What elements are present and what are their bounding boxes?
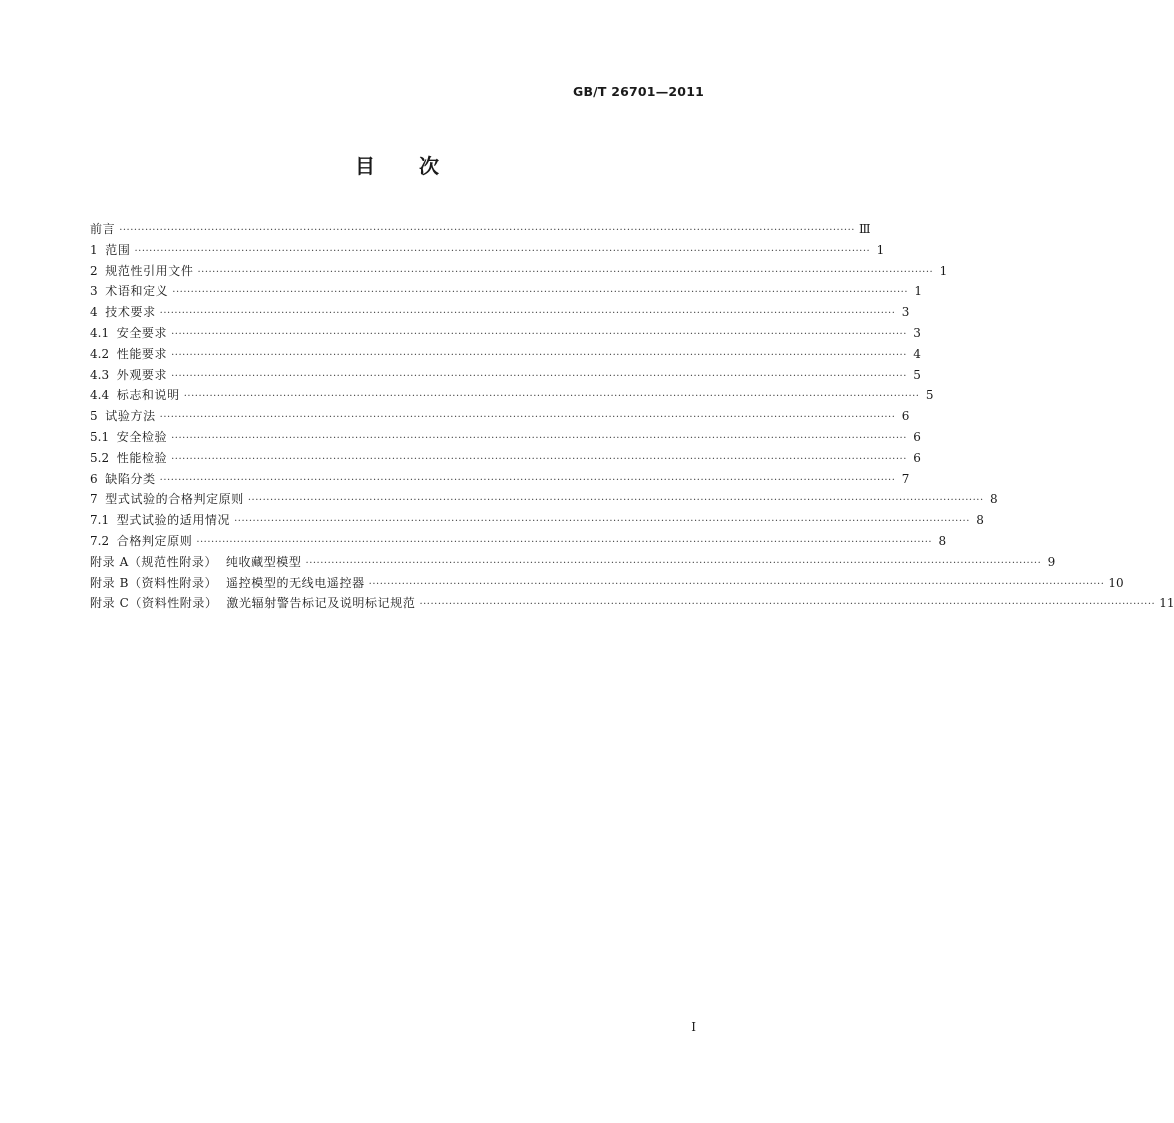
toc-entry-label: 试验方法 xyxy=(105,409,156,424)
toc-entry[interactable] xyxy=(90,219,871,240)
toc-entry-label: 技术要求 xyxy=(105,305,156,320)
toc-entry-page: 5 xyxy=(925,388,934,403)
toc-entry-label: 术语和定义 xyxy=(105,284,169,299)
toc-entry-number: 6 xyxy=(90,471,106,486)
toc-entry-page: 3 xyxy=(913,325,921,340)
toc-entry[interactable] xyxy=(90,448,921,469)
table-of-contents xyxy=(90,219,1174,614)
toc-leader-dots: ········································································································································································································ xyxy=(247,495,984,507)
toc-title-right: 次 xyxy=(419,154,439,178)
toc-entry-number: 3 xyxy=(90,284,106,299)
toc-entry-label: 性能检验 xyxy=(116,450,168,465)
toc-entry[interactable] xyxy=(90,344,921,365)
toc-leader-dots: ········································································································································································································ xyxy=(171,328,907,340)
toc-entry[interactable] xyxy=(90,593,1174,614)
toc-entry-page: 6 xyxy=(913,450,921,465)
toc-entry-page: 1 xyxy=(876,242,885,257)
toc-entry-label: 附录 C（资料性附录） 激光辐射警告标记及说明标记规范 xyxy=(90,596,416,611)
toc-entry[interactable] xyxy=(90,510,984,531)
toc-entry[interactable] xyxy=(90,531,947,552)
toc-entry-label: 合格判定原则 xyxy=(116,533,193,548)
toc-entry[interactable] xyxy=(90,406,910,427)
toc-entry-label: 范围 xyxy=(105,242,131,257)
toc-leader-dots: ········································································································································································································ xyxy=(197,266,934,278)
toc-entry-label: 附录 A（规范性附录） 纯收藏型模型 xyxy=(90,554,302,569)
toc-leader-dots: ········································································································································································································ xyxy=(171,453,907,465)
toc-leader-dots: ········································································································································································································ xyxy=(419,599,1156,611)
toc-entry-number: 7.2 xyxy=(90,533,117,548)
toc-entry[interactable] xyxy=(90,573,1124,594)
toc-entry-number: 4.2 xyxy=(90,346,117,361)
toc-entry-number: 2 xyxy=(90,263,106,278)
toc-entry-page: 6 xyxy=(901,409,910,424)
toc-entry-label: 安全检验 xyxy=(116,429,168,444)
toc-entry-number: 7 xyxy=(90,492,106,507)
toc-leader-dots: ········································································································································································································ xyxy=(171,370,907,382)
toc-entry-page: 4 xyxy=(913,346,921,361)
toc-entry[interactable] xyxy=(90,552,1056,573)
toc-entry[interactable] xyxy=(90,427,921,448)
toc-entry-number: 5 xyxy=(90,409,106,424)
toc-entry-label: 前言 xyxy=(90,222,116,236)
toc-entry-page: 3 xyxy=(901,305,910,320)
toc-entry[interactable] xyxy=(90,365,921,386)
toc-entry-label: 缺陷分类 xyxy=(105,471,156,486)
toc-entry[interactable] xyxy=(90,281,923,302)
toc-entry-label: 外观要求 xyxy=(116,367,168,382)
toc-entry-label: 附录 B（资料性附录） 遥控模型的无线电遥控器 xyxy=(90,575,365,590)
toc-entry-label: 性能要求 xyxy=(116,346,168,361)
toc-entry-page: 7 xyxy=(901,471,910,486)
toc-entry-number: 7.1 xyxy=(90,513,117,528)
toc-entry-page: 5 xyxy=(913,367,921,382)
toc-leader-dots: ········································································································································································································ xyxy=(159,474,896,486)
toc-entry-page: 6 xyxy=(913,429,921,444)
toc-leader-dots: ········································································································································································································ xyxy=(159,412,896,424)
toc-entry-number: 4.4 xyxy=(90,388,117,403)
toc-entry-page: Ⅲ xyxy=(858,222,871,236)
toc-leader-dots: ········································································································································································································ xyxy=(159,308,896,320)
toc-entry-page: 9 xyxy=(1047,554,1056,569)
toc-leader-dots: ········································································································································································································ xyxy=(119,225,855,236)
toc-entry-label: 型式试验的适用情况 xyxy=(116,513,231,528)
toc-entry-page: 8 xyxy=(989,492,998,507)
toc-leader-dots: ········································································································································································································ xyxy=(368,578,1105,590)
toc-title-left: 目 xyxy=(355,154,375,178)
toc-entry-page: 10 xyxy=(1108,575,1124,590)
toc-entry-number: 4.1 xyxy=(90,325,117,340)
toc-entry[interactable] xyxy=(90,489,998,510)
toc-entry-page: 11 xyxy=(1159,596,1174,611)
toc-entry-number: 5.2 xyxy=(90,450,117,465)
toc-entry-number: 1 xyxy=(90,242,106,257)
toc-title xyxy=(0,150,794,179)
toc-leader-dots: ········································································································································································································ xyxy=(171,349,907,361)
toc-entry-number: 4 xyxy=(90,305,106,320)
toc-leader-dots: ········································································································································································································ xyxy=(171,432,907,444)
toc-entry-page: 1 xyxy=(914,284,923,299)
standard-number: GB/T 26701—2011 xyxy=(572,84,704,99)
toc-leader-dots: ········································································································································································································ xyxy=(172,287,909,299)
toc-entry-label: 安全要求 xyxy=(116,325,168,340)
toc-leader-dots: ········································································································································································································ xyxy=(183,391,920,403)
toc-entry[interactable] xyxy=(90,302,910,323)
toc-entry-page: 8 xyxy=(976,513,984,528)
toc-entry-label: 标志和说明 xyxy=(116,388,180,403)
toc-entry-label: 型式试验的合格判定原则 xyxy=(105,492,244,507)
toc-entry[interactable] xyxy=(90,261,948,282)
page-number: Ⅰ xyxy=(691,1020,696,1034)
toc-leader-dots: ········································································································································································································ xyxy=(196,536,933,548)
toc-entry-number: 5.1 xyxy=(90,429,117,444)
toc-entry-page: 8 xyxy=(938,533,947,548)
toc-entry[interactable] xyxy=(90,323,921,344)
toc-entry-page: 1 xyxy=(939,263,948,278)
toc-leader-dots: ········································································································································································································ xyxy=(234,516,970,528)
toc-entry-number: 4.3 xyxy=(90,367,117,382)
toc-leader-dots: ········································································································································································································ xyxy=(305,557,1042,569)
toc-entry[interactable] xyxy=(90,240,885,261)
toc-entry[interactable] xyxy=(90,385,934,406)
toc-leader-dots: ········································································································································································································ xyxy=(134,245,871,257)
toc-entry[interactable] xyxy=(90,469,910,490)
toc-entry-label: 规范性引用文件 xyxy=(105,263,194,278)
